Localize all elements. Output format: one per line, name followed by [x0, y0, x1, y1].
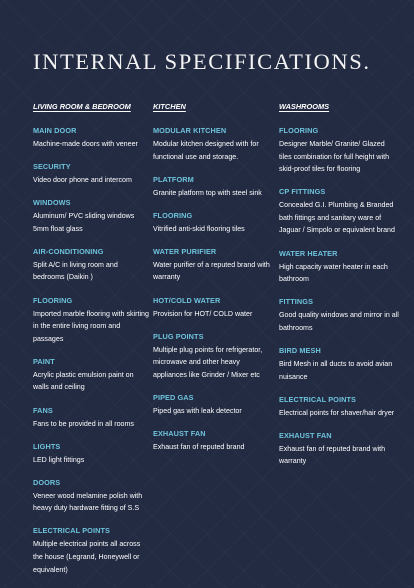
spec-body: Good quality windows and mirror in all bathrooms: [279, 311, 399, 332]
spec-body: Exhaust fan of reputed brand: [153, 443, 245, 452]
spec-body: Exhaust fan of reputed brand with warranty: [279, 444, 386, 466]
spec-body: Imported marble flooring with skirting in the entire living room and passages: [33, 309, 149, 343]
spec-item: [33, 198, 151, 235]
spec-title: FITTINGS: [279, 297, 314, 307]
spec-title: PAINT: [33, 356, 55, 366]
spec-title: ELECTRICAL POINTS: [33, 526, 110, 536]
spec-item: [279, 346, 399, 383]
spec-body: Bird Mesh in all ducts to avoid avian nuisance: [279, 359, 393, 381]
spec-body: High capacity water heater in each bathroom: [279, 262, 388, 284]
spec-item: [279, 187, 399, 237]
spec-title: FLOORING: [153, 210, 193, 220]
spec-item: [33, 526, 151, 576]
column-heading: LIVING ROOM & BEDROOM: [33, 102, 131, 111]
spec-item: [33, 162, 151, 187]
spec-item: [33, 442, 151, 467]
spec-body: Granite platform top with steel sink: [153, 188, 262, 197]
spec-body: Fans to be provided in all rooms: [33, 419, 134, 428]
spec-title: PLATFORM: [153, 174, 194, 184]
spec-title: WATER PURIFIER: [153, 246, 217, 256]
spec-title: MODULAR KITCHEN: [153, 126, 227, 135]
spec-body: Designer Marble/ Granite/ Glazed tiles combination for full height with skid-proof tiles for flooring: [279, 140, 390, 174]
spec-body: Provision for HOT/ COLD water: [153, 309, 253, 318]
spec-item: [279, 395, 399, 420]
spec-body: Machine-made doors with veneer: [33, 140, 138, 148]
spec-title: FANS: [33, 405, 53, 415]
spec-title: CP FITTINGS: [279, 187, 326, 197]
spec-body: Multiple plug points for refrigerator, microwave and other heavy appliances like Grinder / Mixer etc: [153, 345, 263, 379]
spec-item: [33, 406, 151, 431]
column-kitchen: [153, 102, 275, 465]
spec-title: EXHAUST FAN: [279, 430, 332, 440]
spec-body: Modular kitchen designed with for functional use and storage.: [153, 140, 259, 161]
spec-item: [33, 296, 151, 346]
spec-title: LIGHTS: [33, 441, 61, 451]
spec-item: [33, 478, 151, 515]
spec-title: DOORS: [33, 477, 61, 487]
spec-body: Water purifier of a reputed brand with warranty: [153, 260, 270, 282]
spec-body: Video door phone and intercom: [33, 176, 132, 185]
spec-body: LED light fittings: [33, 455, 85, 464]
column-heading: WASHROOMS: [279, 102, 330, 111]
spec-body: Electrical points for shaver/hair dryer: [279, 408, 395, 417]
spec-item: [33, 357, 151, 394]
spec-title: HOT/COLD WATER: [153, 295, 221, 305]
spec-item: [153, 296, 275, 321]
spec-item: [153, 429, 275, 454]
spec-body: Concealed G.I. Plumbing & Branded bath fittings and sanitary ware of Jaguar / Simpolo or equivalent brand: [279, 201, 395, 235]
spec-title: SECURITY: [33, 162, 71, 172]
spec-body: Split A/C in living room and bedrooms (Daikin ): [33, 260, 118, 282]
column-living-room-bedroom: [33, 102, 151, 588]
spec-body: Aluminum/ PVC sliding windows 5mm float glass: [33, 212, 135, 233]
spec-item: [279, 249, 399, 286]
spec-title: FLOORING: [279, 126, 319, 135]
spec-title: PLUG POINTS: [153, 331, 204, 341]
spec-item: [279, 126, 399, 176]
spec-title: AIR-CONDITIONING: [33, 246, 104, 256]
spec-item: [153, 175, 275, 200]
spec-title: MAIN DOOR: [33, 126, 77, 135]
spec-title: FLOORING: [33, 295, 73, 305]
spec-item: [33, 126, 151, 151]
spec-item: [279, 431, 399, 468]
spec-body: Acrylic plastic emulsion paint on walls and ceiling: [33, 370, 134, 392]
spec-body: Vitrified anti-skid flooring tiles: [153, 224, 245, 233]
spec-item: [153, 332, 275, 382]
spec-item: [153, 211, 275, 236]
column-heading: KITCHEN: [153, 102, 186, 111]
spec-title: EXHAUST FAN: [153, 429, 206, 439]
spec-item: [153, 247, 275, 284]
spec-item: [279, 297, 399, 334]
spec-title: PIPED GAS: [153, 392, 194, 402]
spec-item: [153, 126, 275, 163]
spec-body: Piped gas with leak detector: [153, 406, 242, 415]
spec-title: ELECTRICAL POINTS: [279, 394, 356, 404]
spec-item: [33, 247, 151, 284]
spec-item: [153, 393, 275, 418]
page-title: INTERNAL SPECIFICATIONS.: [33, 49, 371, 74]
column-washrooms: [279, 102, 399, 479]
spec-body: Multiple electrical points all across the house (Legrand, Honeywell or equivalent): [33, 540, 141, 574]
spec-title: WATER HEATER: [279, 248, 338, 258]
spec-body: Veneer wood melamine polish with heavy duty hardware fitting of S.S: [33, 491, 143, 513]
spec-title: WINDOWS: [33, 198, 71, 208]
spec-title: BIRD MESH: [279, 345, 321, 355]
